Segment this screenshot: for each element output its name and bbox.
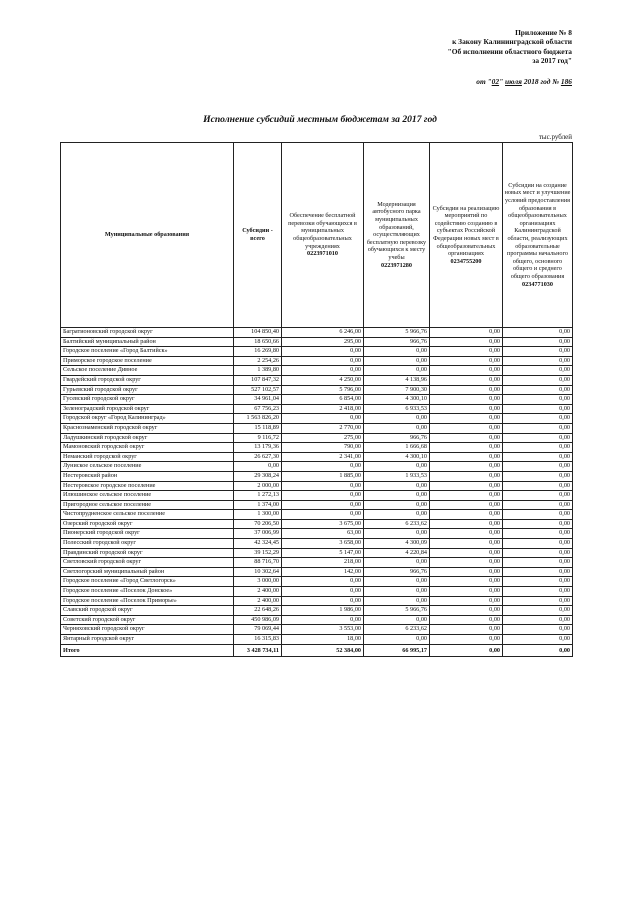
column-header-municipality: Муниципальные образования <box>61 143 234 328</box>
cell-bus-modernization: 0,00 <box>364 366 430 376</box>
cell-new-places-regional: 0,00 <box>503 356 573 366</box>
table-row <box>61 606 573 616</box>
cell-municipality: Луниское сельское поселение <box>61 462 234 472</box>
table-row <box>61 328 573 338</box>
cell-total: 1 374,00 <box>234 500 282 510</box>
cell-municipality: Правдинский городской округ <box>61 548 234 558</box>
cell-transport: 0,00 <box>282 462 364 472</box>
cell-bus-modernization: 7 900,30 <box>364 385 430 395</box>
total-cell-new-places-federal: 0,00 <box>430 644 503 656</box>
cell-municipality: Черняховский городской округ <box>61 625 234 635</box>
table-row <box>61 471 573 481</box>
cell-total: 26 627,30 <box>234 452 282 462</box>
cell-bus-modernization: 4 138,96 <box>364 375 430 385</box>
column-header-new-places-federal: Субсидии на реализацию мероприятий по содействию созданию в субъектах Российской Федерации новых мест в общеобразовательных организациях 0234755200 <box>430 143 503 328</box>
table-row <box>61 587 573 597</box>
cell-municipality: Чистопрудненское сельское поселение <box>61 510 234 520</box>
table-row <box>61 625 573 635</box>
cell-municipality: Гурьевский городской округ <box>61 385 234 395</box>
cell-bus-modernization: 0,00 <box>364 615 430 625</box>
cell-municipality: Городской округ «Город Калининград» <box>61 414 234 424</box>
cell-municipality: Озерский городской округ <box>61 519 234 529</box>
cell-municipality: Мамоновский городской округ <box>61 443 234 453</box>
appendix-header <box>448 28 572 65</box>
cell-transport: 0,00 <box>282 366 364 376</box>
cell-bus-modernization: 0,00 <box>364 587 430 597</box>
total-cell-bus-modernization: 66 995,17 <box>364 644 430 656</box>
cell-total: 88 716,70 <box>234 558 282 568</box>
order-reference <box>476 77 572 86</box>
cell-new-places-federal: 0,00 <box>430 452 503 462</box>
cell-total: 37 006,99 <box>234 529 282 539</box>
cell-municipality: Нестеровское городское поселение <box>61 481 234 491</box>
cell-municipality: Городское поселение «Город Балтийск» <box>61 347 234 357</box>
cell-new-places-federal: 0,00 <box>430 366 503 376</box>
cell-transport: 218,00 <box>282 558 364 568</box>
cell-total: 70 206,50 <box>234 519 282 529</box>
cell-bus-modernization: 0,00 <box>364 356 430 366</box>
table-row <box>61 423 573 433</box>
column-header-total: Субсидии - всего <box>234 143 282 328</box>
cell-new-places-regional: 0,00 <box>503 452 573 462</box>
cell-total: 22 648,26 <box>234 606 282 616</box>
cell-transport: 0,00 <box>282 500 364 510</box>
cell-transport: 142,00 <box>282 567 364 577</box>
cell-bus-modernization: 0,00 <box>364 558 430 568</box>
cell-new-places-federal: 0,00 <box>430 615 503 625</box>
cell-total: 16 315,83 <box>234 635 282 645</box>
cell-municipality: Приморское городское поселение <box>61 356 234 366</box>
table-row <box>61 577 573 587</box>
cell-bus-modernization: 0,00 <box>364 510 430 520</box>
cell-municipality: Светловский городской округ <box>61 558 234 568</box>
column-code: 0234771030 <box>522 280 553 288</box>
cell-bus-modernization: 0,00 <box>364 414 430 424</box>
cell-transport: 5 147,00 <box>282 548 364 558</box>
cell-transport: 3 658,00 <box>282 539 364 549</box>
cell-transport: 6 246,00 <box>282 328 364 338</box>
total-cell-transport: 52 384,00 <box>282 644 364 656</box>
cell-municipality: Балтийский муниципальный район <box>61 337 234 347</box>
cell-bus-modernization: 1 666,68 <box>364 443 430 453</box>
cell-transport: 1 986,00 <box>282 606 364 616</box>
cell-transport: 6 854,00 <box>282 395 364 405</box>
cell-transport: 63,00 <box>282 529 364 539</box>
total-row <box>61 644 573 656</box>
table-row <box>61 347 573 357</box>
cell-transport: 3 553,00 <box>282 625 364 635</box>
total-cell-new-places-regional: 0,00 <box>503 644 573 656</box>
order-day: 02 <box>491 77 500 86</box>
cell-new-places-federal: 0,00 <box>430 471 503 481</box>
cell-bus-modernization: 0,00 <box>364 347 430 357</box>
cell-municipality: Илюшинское сельское поселение <box>61 491 234 501</box>
appendix-line: "Об исполнении областного бюджета <box>447 46 572 56</box>
cell-new-places-regional: 0,00 <box>503 519 573 529</box>
cell-transport: 0,00 <box>282 356 364 366</box>
table-row <box>61 395 573 405</box>
table-row <box>61 356 573 366</box>
cell-new-places-regional: 0,00 <box>503 491 573 501</box>
table-row <box>61 375 573 385</box>
cell-bus-modernization: 5 966,76 <box>364 328 430 338</box>
cell-municipality: Гвардейский городской округ <box>61 375 234 385</box>
cell-bus-modernization: 1 933,53 <box>364 471 430 481</box>
table-row <box>61 385 573 395</box>
table-row <box>61 529 573 539</box>
cell-new-places-regional: 0,00 <box>503 500 573 510</box>
cell-total: 527 102,57 <box>234 385 282 395</box>
cell-total: 107 847,32 <box>234 375 282 385</box>
cell-total: 67 756,23 <box>234 404 282 414</box>
table-row <box>61 548 573 558</box>
cell-total: 0,00 <box>234 462 282 472</box>
cell-new-places-regional: 0,00 <box>503 529 573 539</box>
cell-new-places-regional: 0,00 <box>503 510 573 520</box>
cell-new-places-regional: 0,00 <box>503 558 573 568</box>
table-row <box>61 558 573 568</box>
cell-bus-modernization: 6 933,53 <box>364 404 430 414</box>
cell-new-places-regional: 0,00 <box>503 548 573 558</box>
cell-new-places-federal: 0,00 <box>430 635 503 645</box>
cell-new-places-federal: 0,00 <box>430 395 503 405</box>
cell-total: 34 961,04 <box>234 395 282 405</box>
cell-bus-modernization: 0,00 <box>364 423 430 433</box>
cell-total: 13 179,36 <box>234 443 282 453</box>
cell-transport: 275,00 <box>282 433 364 443</box>
cell-municipality: Зеленоградский городской округ <box>61 404 234 414</box>
cell-municipality: Городское поселение «Поселок Приморье» <box>61 596 234 606</box>
table-row <box>61 519 573 529</box>
cell-total: 16 269,80 <box>234 347 282 357</box>
table-body <box>61 328 573 657</box>
cell-new-places-regional: 0,00 <box>503 577 573 587</box>
cell-total: 1 300,00 <box>234 510 282 520</box>
cell-new-places-regional: 0,00 <box>503 404 573 414</box>
table-row <box>61 596 573 606</box>
cell-new-places-regional: 0,00 <box>503 347 573 357</box>
table-header-row <box>61 143 573 328</box>
cell-new-places-regional: 0,00 <box>503 587 573 597</box>
cell-municipality: Сельское поселение Дивное <box>61 366 234 376</box>
cell-total: 15 118,89 <box>234 423 282 433</box>
cell-municipality: Советский городской округ <box>61 615 234 625</box>
cell-new-places-federal: 0,00 <box>430 433 503 443</box>
cell-bus-modernization: 0,00 <box>364 500 430 510</box>
table-row <box>61 452 573 462</box>
cell-new-places-regional: 0,00 <box>503 567 573 577</box>
cell-new-places-regional: 0,00 <box>503 366 573 376</box>
table-row <box>61 433 573 443</box>
table-row <box>61 635 573 645</box>
cell-bus-modernization: 4 300,10 <box>364 452 430 462</box>
cell-municipality: Городское поселение «Поселок Донское» <box>61 587 234 597</box>
cell-transport: 0,00 <box>282 587 364 597</box>
cell-total: 9 116,72 <box>234 433 282 443</box>
cell-bus-modernization: 0,00 <box>364 462 430 472</box>
cell-new-places-regional: 0,00 <box>503 395 573 405</box>
cell-transport: 4 250,00 <box>282 375 364 385</box>
cell-municipality: Нестеровский район <box>61 471 234 481</box>
cell-new-places-federal: 0,00 <box>430 423 503 433</box>
cell-transport: 0,00 <box>282 414 364 424</box>
cell-bus-modernization: 0,00 <box>364 635 430 645</box>
cell-transport: 2 770,00 <box>282 423 364 433</box>
cell-new-places-regional: 0,00 <box>503 635 573 645</box>
cell-municipality: Краснознаменский городской округ <box>61 423 234 433</box>
document-title: Исполнение субсидий местным бюджетам за 2017 год <box>203 114 437 125</box>
total-cell-municipality: Итого <box>61 644 234 656</box>
cell-bus-modernization: 966,76 <box>364 567 430 577</box>
cell-transport: 0,00 <box>282 615 364 625</box>
cell-municipality: Янтарный городской округ <box>61 635 234 645</box>
cell-new-places-regional: 0,00 <box>503 462 573 472</box>
appendix-line: к Закону Калининградской области <box>452 37 572 47</box>
cell-transport: 3 675,00 <box>282 519 364 529</box>
cell-new-places-federal: 0,00 <box>430 529 503 539</box>
table-row <box>61 615 573 625</box>
order-month: июля <box>505 77 522 86</box>
cell-new-places-federal: 0,00 <box>430 587 503 597</box>
cell-new-places-federal: 0,00 <box>430 414 503 424</box>
cell-new-places-federal: 0,00 <box>430 491 503 501</box>
cell-bus-modernization: 4 300,10 <box>364 395 430 405</box>
column-header-bus-modernization: Модернизация автобусного парка муниципальных образований, осуществляющих бесплатную перевозку обучающихся к месту учебы 0223971280 <box>364 143 430 328</box>
table-row <box>61 337 573 347</box>
table-row <box>61 539 573 549</box>
cell-new-places-federal: 0,00 <box>430 404 503 414</box>
cell-total: 1 272,13 <box>234 491 282 501</box>
cell-municipality: Светлогорский муниципальный район <box>61 567 234 577</box>
cell-bus-modernization: 0,00 <box>364 577 430 587</box>
cell-new-places-federal: 0,00 <box>430 577 503 587</box>
cell-transport: 0,00 <box>282 347 364 357</box>
cell-transport: 0,00 <box>282 491 364 501</box>
cell-new-places-regional: 0,00 <box>503 471 573 481</box>
cell-bus-modernization: 966,76 <box>364 337 430 347</box>
cell-new-places-federal: 0,00 <box>430 443 503 453</box>
cell-new-places-federal: 0,00 <box>430 596 503 606</box>
cell-new-places-federal: 0,00 <box>430 375 503 385</box>
cell-new-places-federal: 0,00 <box>430 510 503 520</box>
cell-transport: 18,00 <box>282 635 364 645</box>
cell-bus-modernization: 5 966,76 <box>364 606 430 616</box>
table-row <box>61 481 573 491</box>
cell-new-places-federal: 0,00 <box>430 462 503 472</box>
cell-new-places-regional: 0,00 <box>503 337 573 347</box>
cell-municipality: Багратионовский городской округ <box>61 328 234 338</box>
column-header-transport: Обеспечение бесплатной перевозки обучающихся в муниципальных общеобразовательных учреждениях 0223971010 <box>282 143 364 328</box>
cell-total: 104 850,40 <box>234 328 282 338</box>
order-prefix: от " <box>476 77 492 86</box>
cell-new-places-regional: 0,00 <box>503 414 573 424</box>
cell-new-places-federal: 0,00 <box>430 558 503 568</box>
order-quote: " <box>499 77 504 86</box>
subsidies-table <box>60 142 573 657</box>
cell-new-places-federal: 0,00 <box>430 625 503 635</box>
cell-municipality: Пригородное сельское поселение <box>61 500 234 510</box>
cell-transport: 295,00 <box>282 337 364 347</box>
cell-total: 2 254,26 <box>234 356 282 366</box>
unit-label: тыс.рублей <box>538 133 572 141</box>
table-row <box>61 567 573 577</box>
cell-total: 18 650,66 <box>234 337 282 347</box>
column-header-new-places-regional: Субсидии на создание новых мест и улучшение условий предоставления образования в общеобразовательных организациях Калининградской области, реализующих образовательные программы начального общего, основного общего и среднего общего образования 0234771030 <box>503 143 573 328</box>
cell-total: 39 152,29 <box>234 548 282 558</box>
order-number: 186 <box>560 77 572 86</box>
cell-new-places-federal: 0,00 <box>430 539 503 549</box>
cell-new-places-regional: 0,00 <box>503 385 573 395</box>
cell-municipality: Славский городской округ <box>61 606 234 616</box>
cell-new-places-regional: 0,00 <box>503 539 573 549</box>
cell-new-places-federal: 0,00 <box>430 519 503 529</box>
total-cell-total: 3 428 734,11 <box>234 644 282 656</box>
cell-municipality: Городское поселение «Город Светлогорск» <box>61 577 234 587</box>
appendix-line: Приложение № 8 <box>515 28 572 37</box>
cell-transport: 2 418,00 <box>282 404 364 414</box>
cell-total: 1 563 826,20 <box>234 414 282 424</box>
cell-total: 29 308,24 <box>234 471 282 481</box>
cell-transport: 0,00 <box>282 596 364 606</box>
cell-new-places-regional: 0,00 <box>503 596 573 606</box>
column-code: 0223971010 <box>307 250 338 258</box>
cell-total: 10 302,64 <box>234 567 282 577</box>
cell-bus-modernization: 0,00 <box>364 481 430 491</box>
table-row <box>61 404 573 414</box>
cell-bus-modernization: 0,00 <box>364 596 430 606</box>
cell-transport: 790,00 <box>282 443 364 453</box>
table-row <box>61 462 573 472</box>
cell-new-places-regional: 0,00 <box>503 375 573 385</box>
cell-transport: 2 341,00 <box>282 452 364 462</box>
cell-new-places-federal: 0,00 <box>430 481 503 491</box>
cell-transport: 1 885,00 <box>282 471 364 481</box>
table-row <box>61 443 573 453</box>
cell-bus-modernization: 4 220,84 <box>364 548 430 558</box>
cell-municipality: Неманский городской округ <box>61 452 234 462</box>
cell-municipality: Пионерский городской округ <box>61 529 234 539</box>
cell-total: 2 400,00 <box>234 596 282 606</box>
cell-new-places-federal: 0,00 <box>430 548 503 558</box>
cell-transport: 5 796,00 <box>282 385 364 395</box>
cell-total: 42 324,45 <box>234 539 282 549</box>
cell-municipality: Полесский городской округ <box>61 539 234 549</box>
cell-bus-modernization: 966,76 <box>364 433 430 443</box>
cell-new-places-federal: 0,00 <box>430 385 503 395</box>
cell-new-places-federal: 0,00 <box>430 328 503 338</box>
cell-transport: 0,00 <box>282 577 364 587</box>
cell-municipality: Ладушкинский городской округ <box>61 433 234 443</box>
cell-new-places-regional: 0,00 <box>503 625 573 635</box>
cell-new-places-federal: 0,00 <box>430 337 503 347</box>
cell-total: 2 400,00 <box>234 587 282 597</box>
order-year: 2018 год № <box>523 77 560 86</box>
cell-new-places-regional: 0,00 <box>503 615 573 625</box>
table-row <box>61 366 573 376</box>
cell-transport: 0,00 <box>282 510 364 520</box>
cell-new-places-federal: 0,00 <box>430 347 503 357</box>
cell-new-places-regional: 0,00 <box>503 481 573 491</box>
cell-new-places-regional: 0,00 <box>503 423 573 433</box>
cell-bus-modernization: 6 233,62 <box>364 519 430 529</box>
cell-transport: 0,00 <box>282 481 364 491</box>
column-code: 0223971280 <box>381 261 412 269</box>
table-row <box>61 510 573 520</box>
table-row <box>61 491 573 501</box>
cell-municipality: Гусевский городской округ <box>61 395 234 405</box>
cell-new-places-regional: 0,00 <box>503 606 573 616</box>
cell-total: 1 389,80 <box>234 366 282 376</box>
column-code: 0234755200 <box>450 257 482 265</box>
cell-total: 2 000,00 <box>234 481 282 491</box>
cell-new-places-regional: 0,00 <box>503 443 573 453</box>
cell-new-places-federal: 0,00 <box>430 567 503 577</box>
cell-new-places-regional: 0,00 <box>503 433 573 443</box>
cell-bus-modernization: 0,00 <box>364 529 430 539</box>
cell-new-places-federal: 0,00 <box>430 606 503 616</box>
cell-bus-modernization: 4 300,09 <box>364 539 430 549</box>
cell-total: 3 000,00 <box>234 577 282 587</box>
appendix-line: за 2017 год" <box>532 55 572 65</box>
cell-total: 450 986,09 <box>234 615 282 625</box>
cell-new-places-federal: 0,00 <box>430 500 503 510</box>
cell-bus-modernization: 0,00 <box>364 491 430 501</box>
cell-new-places-regional: 0,00 <box>503 328 573 338</box>
cell-bus-modernization: 6 233,62 <box>364 625 430 635</box>
cell-new-places-federal: 0,00 <box>430 356 503 366</box>
table-row <box>61 500 573 510</box>
cell-total: 79 069,44 <box>234 625 282 635</box>
table-row <box>61 414 573 424</box>
